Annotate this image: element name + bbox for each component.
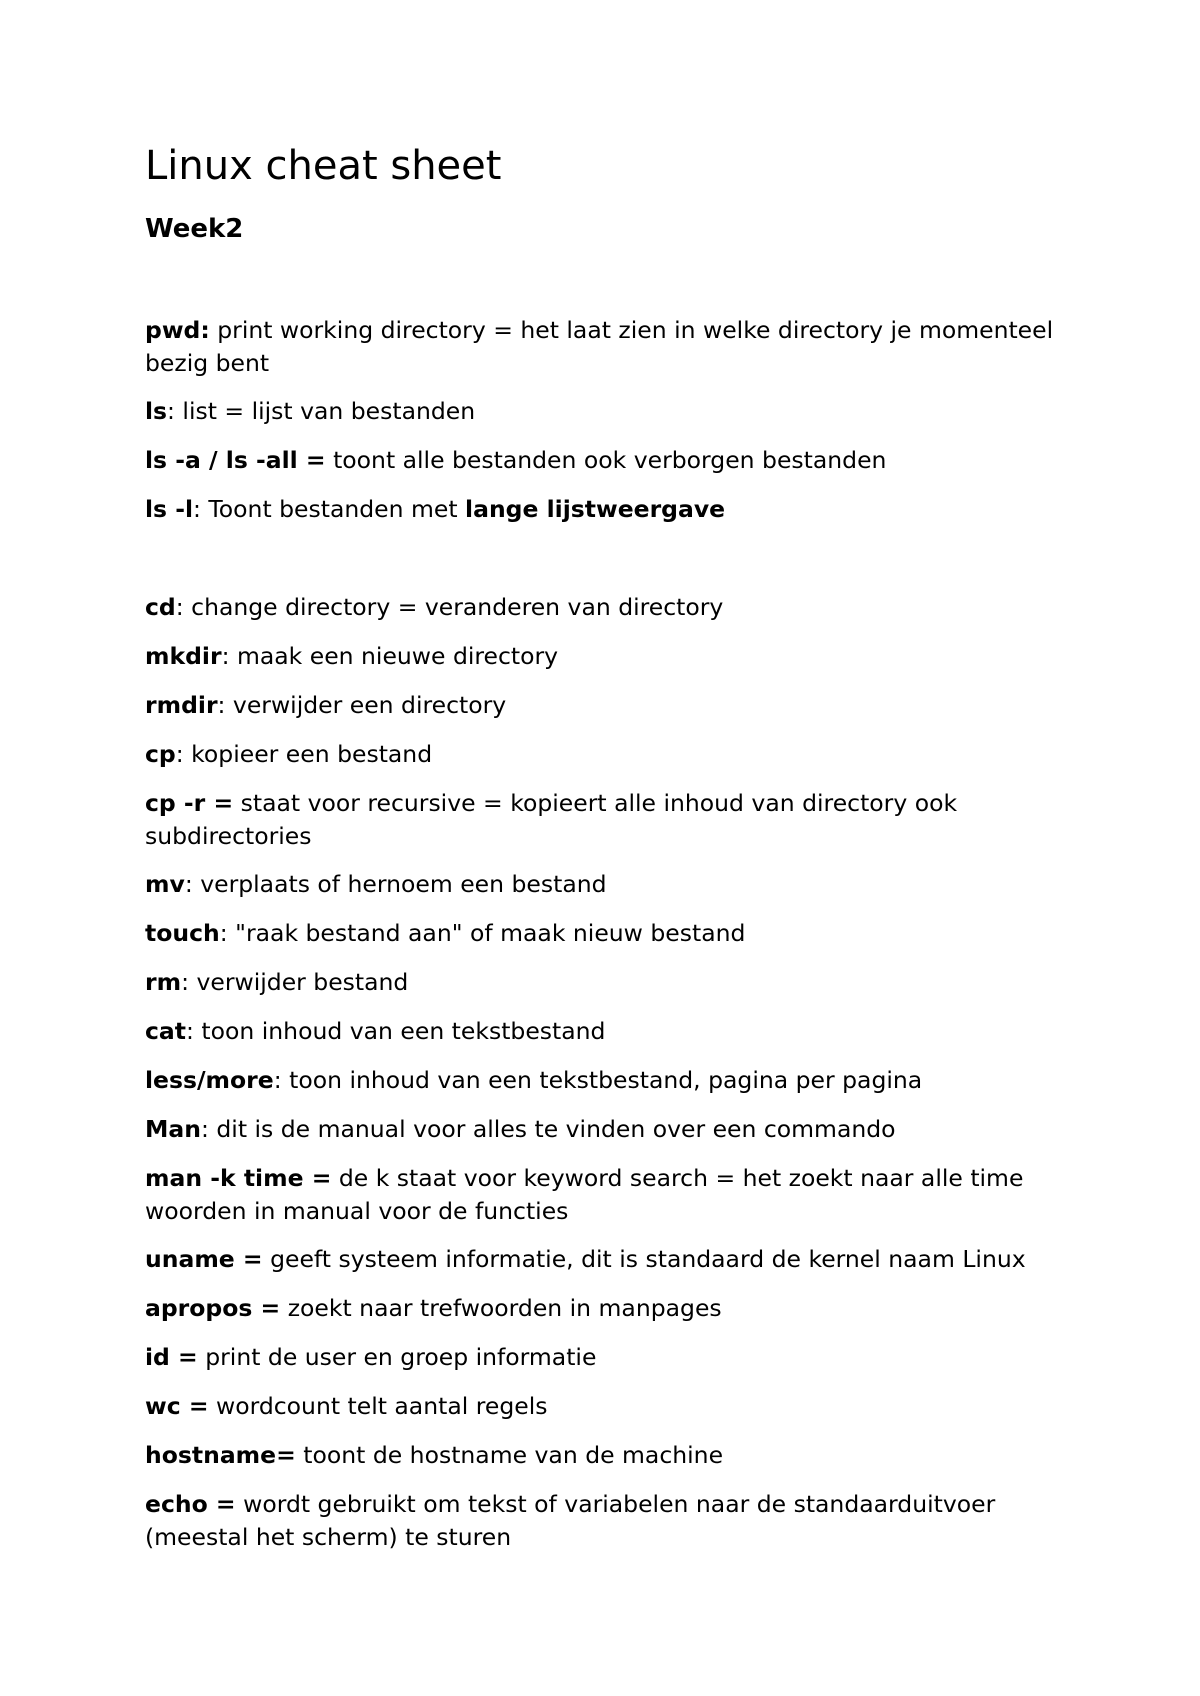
entry-desc: : toon inhoud van een tekstbestand, pagina per pagina [273, 1066, 923, 1094]
entry-desc: print working directory = het laat zien in welke directory je momenteel bezig bent [145, 316, 1054, 377]
entry-desc: : verplaats of hernoem een bestand [184, 870, 607, 898]
entry-term: uname = [145, 1245, 263, 1273]
entry-wc [145, 1390, 1095, 1423]
entry-term: apropos = [145, 1294, 281, 1322]
entry-rm [145, 966, 1095, 999]
entry-echo [145, 1488, 1095, 1554]
entry-rmdir [145, 689, 1095, 722]
entry-ls-a [145, 444, 1095, 477]
entry-desc: de k staat voor keyword search = het zoekt naar alle time woorden in manual voor de functies [145, 1164, 1024, 1225]
entry-term: touch [145, 919, 220, 947]
entry-desc: : list = lijst van bestanden [167, 397, 476, 425]
entry-desc: : dit is de manual voor alles te vinden over een commando [200, 1115, 896, 1143]
entry-term: wc = [145, 1392, 209, 1420]
entry-term: echo = [145, 1490, 236, 1518]
entry-desc: : maak een nieuwe directory [221, 642, 559, 670]
entry-desc: zoekt naar trefwoorden in manpages [280, 1294, 722, 1322]
entry-desc: toont alle bestanden ook verborgen bestanden [325, 446, 887, 474]
entry-term: ls [145, 397, 168, 425]
entry-apropos [145, 1292, 1095, 1325]
entry-term: mkdir [145, 642, 222, 670]
entry-term: pwd: [145, 316, 210, 344]
entry-ls [145, 395, 1095, 428]
entry-emphasis: lange lijstweergave [465, 495, 726, 523]
entry-cp [145, 738, 1095, 771]
document-subtitle: Week2 [145, 214, 244, 244]
entry-mkdir [145, 640, 1095, 673]
entry-desc: : toon inhoud van een tekstbestand [186, 1017, 606, 1045]
entry-hostname [145, 1439, 1095, 1472]
entry-desc: : verwijder bestand [181, 968, 409, 996]
entry-desc: print de user en groep informatie [197, 1343, 597, 1371]
entry-term: cp -r = [145, 789, 234, 817]
entry-term: less/more [145, 1066, 274, 1094]
entry-desc: staat voor recursive = kopieert alle inhoud van directory ook subdirectories [145, 789, 958, 850]
entry-touch [145, 917, 1095, 950]
entry-man-k [145, 1162, 1095, 1228]
entry-term: rmdir [145, 691, 218, 719]
entry-term: mv [145, 870, 185, 898]
entry-term: man -k time = [145, 1164, 332, 1192]
entry-term: hostname= [145, 1441, 296, 1469]
entry-term: ls -a / ls -all = [145, 446, 326, 474]
entry-term: rm [145, 968, 182, 996]
entry-desc: : "raak bestand aan" of maak nieuw bestand [219, 919, 746, 947]
entry-pwd [145, 314, 1095, 380]
entry-term: Man [145, 1115, 201, 1143]
entry-cp-r [145, 787, 1095, 853]
entry-term: ls -l [145, 495, 194, 523]
entry-desc: wordt gebruikt om tekst of variabelen naar de standaarduitvoer (meestal het scherm) te sturen [145, 1490, 996, 1551]
entry-term: cp [145, 740, 176, 768]
entry-mv [145, 868, 1095, 901]
entry-desc: wordcount telt aantal regels [208, 1392, 548, 1420]
entry-cd [145, 591, 1095, 624]
entry-less-more [145, 1064, 1095, 1097]
entry-term: id = [145, 1343, 198, 1371]
entry-desc: toont de hostname van de machine [295, 1441, 724, 1469]
entry-desc: : kopieer een bestand [175, 740, 433, 768]
entry-desc: : verwijder een directory [217, 691, 507, 719]
entry-id [145, 1341, 1095, 1374]
entry-uname [145, 1243, 1095, 1276]
entry-desc: geeft systeem informatie, dit is standaard de kernel naam Linux [262, 1245, 1026, 1273]
entry-ls-l [145, 493, 1095, 526]
entry-term: cd [145, 593, 176, 621]
entry-desc: : change directory = veranderen van directory [175, 593, 724, 621]
entry-man [145, 1113, 1095, 1146]
entry-term: cat [145, 1017, 187, 1045]
document-title: Linux cheat sheet [145, 143, 502, 189]
entry-desc: : Toont bestanden met [193, 495, 466, 523]
entry-cat [145, 1015, 1095, 1048]
